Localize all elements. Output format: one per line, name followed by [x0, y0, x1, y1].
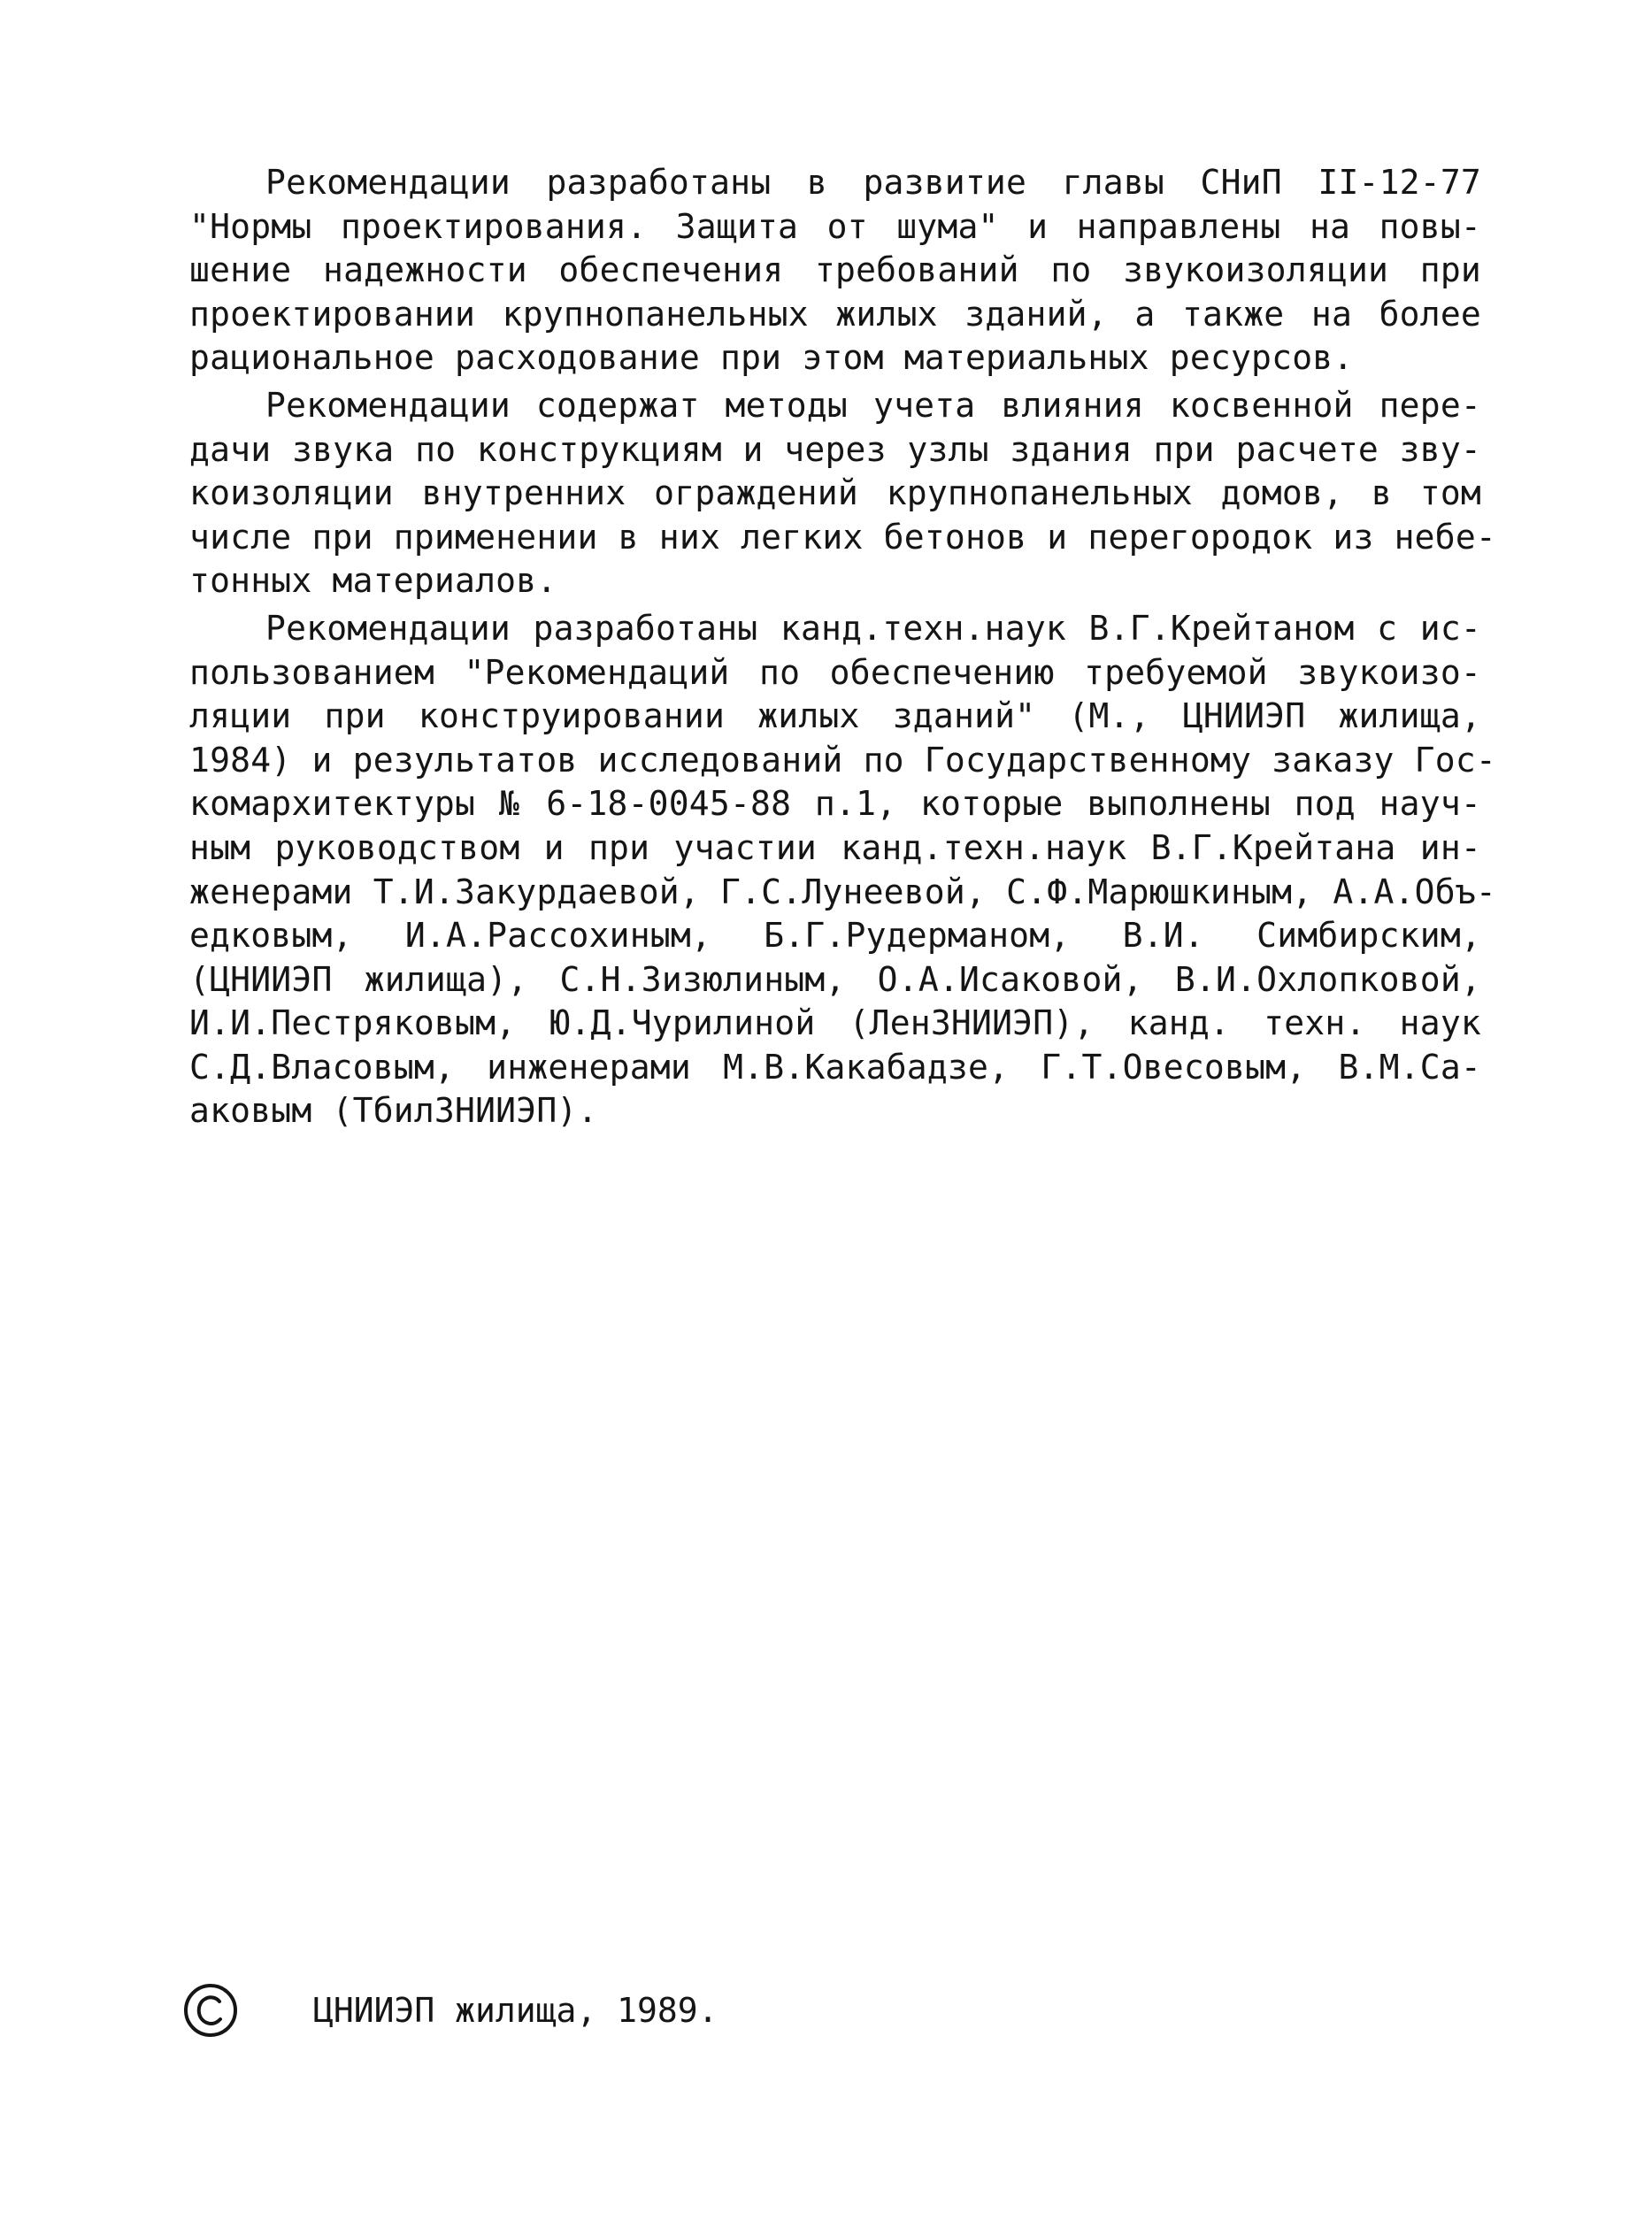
- paragraph-line: дачи звука по конструкциям и через узлы здания при расчете зву-: [189, 429, 1481, 469]
- paragraph-line: тонных материалов.: [189, 561, 557, 601]
- body-text: [189, 161, 1496, 1133]
- paragraph-line: Рекомендации содержат методы учета влияния косвенной пере-: [265, 385, 1481, 425]
- paragraph-line: Рекомендации разработаны в развитие главы СНиП II-12-77: [265, 163, 1481, 202]
- paragraph-line: С.Д.Власовым, инженерами М.В.Какабадзе, Г.Т.Овесовым, В.М.Са-: [189, 1047, 1481, 1087]
- paragraph-line: Рекомендации разработаны канд.техн.наук В.Г.Крейтаном с ис-: [265, 608, 1481, 648]
- paragraph-line: шение надежности обеспечения требований по звукоизоляции при: [189, 250, 1481, 290]
- paragraph-line: женерами Т.И.Закурдаевой, Г.С.Лунеевой, С.Ф.Марюшкиным, А.А.Объ-: [189, 872, 1496, 911]
- paragraph-line: 1984) и результатов исследований по Государственному заказу Гос-: [189, 740, 1496, 780]
- paragraph-line: едковым, И.А.Рассохиным, Б.Г.Рудерманом, В.И. Симбирским,: [189, 916, 1481, 956]
- paragraph-line: пользованием "Рекомендаций по обеспечению требуемой звукоизо-: [189, 652, 1481, 692]
- copyright-text: ЦНИИЭП жилища, 1989.: [313, 1991, 718, 2030]
- paragraph-line: коизоляции внутренних ограждений крупнопанельных домов, в том: [189, 473, 1481, 513]
- paragraph-3: [189, 607, 1496, 1133]
- paragraph-1: [189, 161, 1481, 380]
- paragraph-line: (ЦНИИЭП жилища), С.Н.Зизюлиным, О.А.Исаковой, В.И.Охлопковой,: [189, 959, 1481, 999]
- paragraph-line: "Нормы проектирования. Защита от шума" и направлены на повы-: [189, 206, 1481, 246]
- paragraph-line: проектировании крупнопанельных жилых зданий, а также на более: [189, 294, 1481, 334]
- paragraph-line: аковым (ТбилЗНИИЭП).: [189, 1091, 598, 1131]
- paragraph-line: И.И.Пестряковым, Ю.Д.Чурилиной (ЛенЗНИИЭП), канд. техн. наук: [189, 1003, 1481, 1043]
- paragraph-line: числе при применении в них легких бетонов и перегородок из небе-: [189, 517, 1496, 557]
- paragraph-line: рациональное расходование при этом материальных ресурсов.: [189, 338, 1354, 378]
- paragraph-2: [189, 384, 1496, 603]
- copyright-notice: [182, 1979, 718, 2041]
- copyright-icon: [182, 1982, 239, 2039]
- paragraph-line: ляции при конструировании жилых зданий" (М., ЦНИИЭП жилища,: [189, 696, 1481, 736]
- paragraph-line: ным руководством и при участии канд.техн.наук В.Г.Крейтана ин-: [189, 827, 1481, 867]
- paragraph-line: комархитектуры № 6-18-0045-88 п.1, которые выполнены под науч-: [189, 784, 1481, 824]
